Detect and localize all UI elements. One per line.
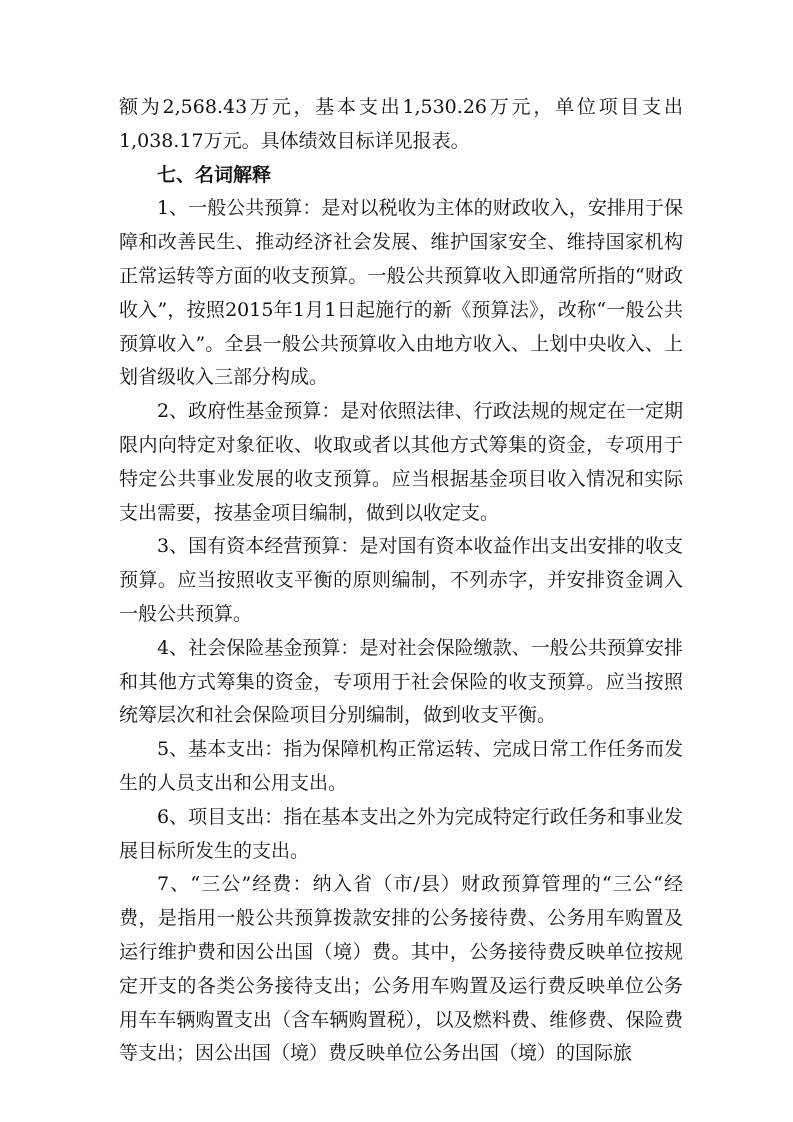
glossary-item-government-fund-budget: 2、政府性基金预算：是对依照法律、行政法规的规定在一定期限内向特定对象征收、收取或者以其他方式筹集的资金，专项用于特定公共事业发展的收支预算。应当根据基金项目收入情况和实际支出需要，按基金项目编制，做到以收定支。	[119, 400, 683, 524]
glossary-item-state-capital-budget: 3、国有资本经营预算：是对国有资本收益作出支出安排的收支预算。应当按照收支平衡的原则编制，不列赤字，并安排资金调入一般公共预算。	[119, 535, 683, 625]
glossary-item-basic-expenditure: 5、基本支出：指为保障机构正常运转、完成日常工作任务而发生的人员支出和公用支出。	[119, 738, 683, 794]
glossary-item-general-public-budget: 1、一般公共预算：是对以税收为主体的财政收入，安排用于保障和改善民生、推动经济社会发展、维护国家安全、维持国家机构正常运转等方面的收支预算。一般公共预算收入即通常所指的“财政收入”，按照2015年1月1日起施行的新《预算法》，改称“一般公共预算收入”。全县一般公共预算收入由地方收入、上划中央收入、上划省级收入三部分构成。	[119, 197, 683, 389]
glossary-item-social-insurance-budget: 4、社会保险基金预算：是对社会保险缴款、一般公共预算安排和其他方式筹集的资金，专项用于社会保险的收支预算。应当按照统筹层次和社会保险项目分别编制，做到收支平衡。	[119, 636, 683, 727]
document-body	[119, 91, 683, 1071]
glossary-item-three-public-expenses: 7、“三公”经费：纳入省（市/县）财政预算管理的“三公“经费，是指用一般公共预算拨款安排的公务接待费、公务用车购置及运行维护费和因公出国（境）费。其中，公务接待费反映单位按规定开支的各类公务接待支出；公务用车购置及运行费反映单位公务用车车辆购置支出（含车辆购置税），以及燃料费、维修费、保险费等支出；因公出国（境）费反映单位公务出国（境）的国际旅	[119, 873, 683, 1065]
glossary-item-project-expenditure: 6、项目支出：指在基本支出之外为完成特定行政任务和事业发展目标所发生的支出。	[119, 805, 683, 862]
continued-paragraph-budget-total: 额为2,568.43万元，基本支出1,530.26万元，单位项目支出1,038.17万元。具体绩效目标详见报表。	[119, 96, 683, 152]
section-heading-glossary: 七、名词解释	[157, 163, 272, 186]
